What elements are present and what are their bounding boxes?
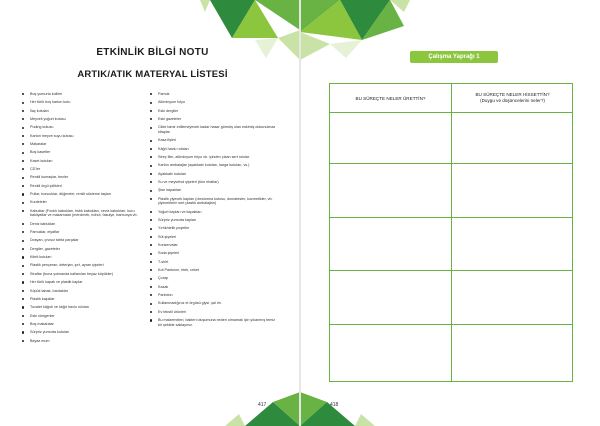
bottom-geometric-decoration-left xyxy=(225,392,300,426)
bottom-geometric-decoration-right xyxy=(300,392,375,426)
book-spine xyxy=(299,0,301,426)
list-item: Plastik kaşıklar xyxy=(22,297,144,302)
list-item: Kaset kutuları xyxy=(22,159,144,164)
list-item: CD'ler xyxy=(22,167,144,172)
list-item: Ayakkabı kutuları xyxy=(150,172,278,177)
list-item: Kibrit kutuları xyxy=(22,255,144,260)
list-item: Eski röntgenler xyxy=(22,314,144,319)
table-header-felt-line1: BU SÜREÇTE NELER HİSSETTİN? xyxy=(475,92,550,98)
table-header-produced xyxy=(330,84,451,112)
list-item: Pamuk xyxy=(150,92,278,97)
list-item: Karton ambalajlar (ayakkabı kutuları, karga kutuları, vs.) xyxy=(150,163,278,168)
list-item: Soda şişeleri xyxy=(150,251,278,256)
list-item: Streç film, alüminyum folyo vb. içinden çıkan sert rulolar. xyxy=(150,155,278,160)
list-item: Renkli kumaşlar, bezler xyxy=(22,175,144,180)
table-header-felt-line2: (Duygu ve düşüncelerini neler?) xyxy=(480,98,545,103)
table-header-produced-text: BU SÜREÇTE NELER ÜRETTİN? xyxy=(355,95,426,101)
list-item: Kazak xyxy=(150,285,278,290)
table-row-divider xyxy=(330,324,572,325)
list-item: Meyveli yoğurt kutusu xyxy=(22,117,144,122)
page-subtitle: ARTIK/ATIK MATERYAL LİSTESİ xyxy=(77,69,228,80)
list-item: Pantolon xyxy=(150,293,278,298)
list-item: Plastik pençeran, deterjan, şırt, ayran şişeleri xyxy=(22,263,144,268)
table-column-divider xyxy=(451,84,452,381)
list-item: Eski gazeteler xyxy=(150,117,278,122)
list-item: Straflar (buna yolmanda kallanılan beyaz köpükler) xyxy=(22,272,144,277)
table-row-divider xyxy=(330,163,572,164)
list-item: Beyaz mum xyxy=(22,339,144,344)
list-item: Dergiler, gazeteler xyxy=(22,247,144,252)
list-item: Puding kutusu xyxy=(22,125,144,130)
right-page xyxy=(300,0,600,426)
table-row-divider xyxy=(330,270,572,271)
list-item: Köpük tabak, bardaklar xyxy=(22,289,144,294)
list-item: Kâğıt havlu ruloları xyxy=(150,147,278,152)
list-item: Pamuklar, elyaflar xyxy=(22,230,144,235)
list-item: Kabuklar (Fındık kabukları, fıstık kabukları, ceviz kabukları, kuru bakliyatlar ve makarnalar (mercimek, nohut, fasulye, barbunya vb. xyxy=(22,209,144,218)
material-list-column-1 xyxy=(22,92,144,347)
list-item: Su ve meyvebol şişeleri (tüm ebatlar) xyxy=(150,180,278,185)
list-item: Ev tekstil ürünleri xyxy=(150,310,278,315)
list-item: Çorap xyxy=(150,276,278,281)
list-item: Makaralar xyxy=(22,142,144,147)
list-item: Kot Pantolon, etek, ceket xyxy=(150,268,278,273)
list-item: Yoğurt kapları ve kapakları xyxy=(150,210,278,215)
list-item: Süt şişeleri xyxy=(150,235,278,240)
table-row-divider xyxy=(330,112,572,113)
list-item: Karton meyve suyu kutusu xyxy=(22,134,144,139)
list-item: Yırtık/delik poşetler xyxy=(150,226,278,231)
list-item: Şise kapakları xyxy=(150,188,278,193)
material-list-column-2 xyxy=(150,92,278,331)
list-item: T-shirt xyxy=(150,260,278,265)
list-item: Boş kasetler xyxy=(22,150,144,155)
page-title: ETKİNLİK BİLGİ NOTU xyxy=(96,47,209,58)
list-item: Dosyan, çıvısız tahta parçalar xyxy=(22,238,144,243)
list-item: Plastik yiyecek kapları (dondurma kutusu, domatesler, kozmetikler, vb. yiyeceklerin sert plastik ambalajları) xyxy=(150,197,278,206)
list-item: Boş yumurta kolileri xyxy=(22,92,144,97)
list-item: Kurdeleler xyxy=(22,200,144,205)
list-item: Alüminyum folyo xyxy=(150,100,278,105)
list-item: Tuvalet kâğıdı ve kâğıt havlu ruloları xyxy=(22,305,144,310)
list-item: Her türlü kapak ve plastik kaplar xyxy=(22,280,144,285)
list-item: Renkli örgü ipilikleri xyxy=(22,184,144,189)
table-header-felt xyxy=(452,84,573,112)
page-number: 418 xyxy=(330,402,339,408)
page-number: 417 xyxy=(258,402,267,408)
list-item: Cilde tamir edilemeyecek kadar hasar görmüş olan eskimiş dokunulmaz kitaplar xyxy=(150,125,278,134)
table-row-divider xyxy=(330,217,572,218)
top-geometric-decoration-right xyxy=(300,0,410,60)
list-item: Eski dergiler xyxy=(150,109,278,114)
list-item: Deniz kabukları xyxy=(22,222,144,227)
list-item: Bu malzemeleri, bakteri oluşumuna neden olmamak için yıkanmış temiz bir şekilde saklayınız. xyxy=(150,318,278,327)
list-item: Boş makaralar xyxy=(22,322,144,327)
list-item: Sürpriz yumurta kutuları xyxy=(22,330,144,335)
list-item: Kullanmadığınız el örgüsü giysi, şal vb. xyxy=(150,301,278,306)
reflection-table xyxy=(329,83,573,382)
list-item: Sürpriz yumurta kapları xyxy=(150,218,278,223)
list-item: Pullar, boncuklar, düğmeler, renkli süsleme taşları xyxy=(22,192,144,197)
list-item: Konservalar xyxy=(150,243,278,248)
list-item: Her türlü boş karton kutu xyxy=(22,100,144,105)
list-item: Kasa fişleri xyxy=(150,138,278,143)
worksheet-label: Çalışma Yaprağı 1 xyxy=(410,51,498,63)
list-item: İlaç kutuları xyxy=(22,109,144,114)
